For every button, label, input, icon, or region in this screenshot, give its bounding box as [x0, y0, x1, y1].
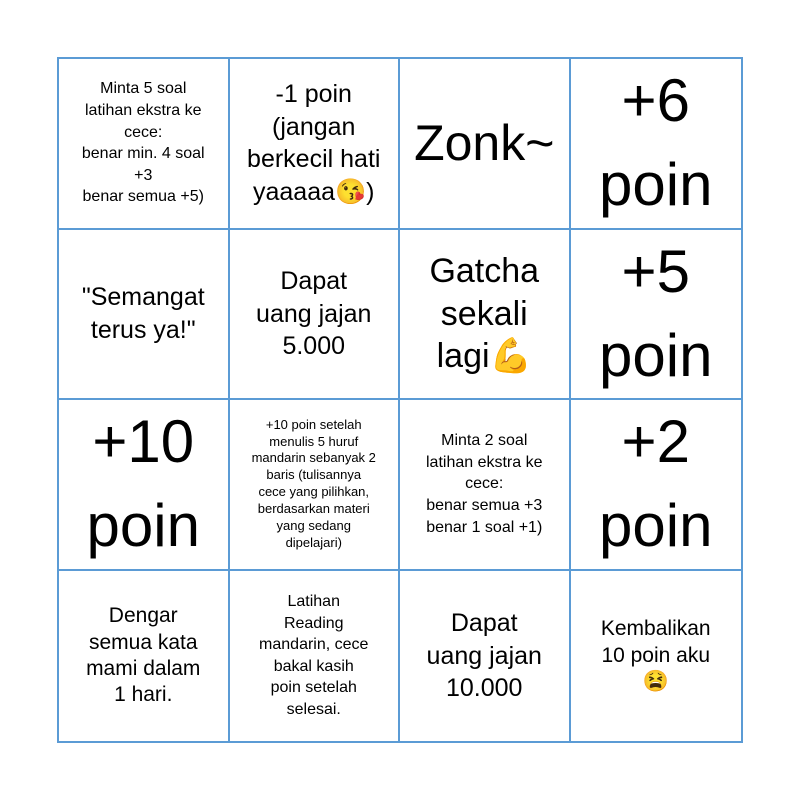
- cell-text: Dapat uang jajan 5.000: [256, 267, 372, 360]
- cell-text: +6 poin: [599, 67, 713, 219]
- cell-text: +5 poin: [599, 237, 713, 389]
- bingo-board: [57, 57, 743, 743]
- cell-text: "Semangat terus ya!": [81, 283, 205, 344]
- bingo-cell[interactable]: [59, 59, 230, 230]
- cell-text: Kembalikan 10 poin aku 😫: [600, 617, 711, 693]
- cell-text: Gatcha sekali lagi💪: [429, 252, 540, 375]
- bingo-cell[interactable]: [571, 59, 742, 230]
- bingo-cell[interactable]: [230, 59, 401, 230]
- cell-text: Latihan Reading mandarin, cece bakal kasih poin setelah selesai.: [259, 592, 369, 718]
- bingo-cell[interactable]: [59, 571, 230, 742]
- bingo-cell[interactable]: [230, 400, 401, 571]
- bingo-cell[interactable]: [59, 400, 230, 571]
- cell-text: Dapat uang jajan 10.000: [426, 609, 542, 702]
- cell-text: Minta 2 soal latihan ekstra ke cece: benar semua +3 benar 1 soal +1): [425, 432, 543, 536]
- bingo-cell[interactable]: [59, 230, 230, 401]
- cell-text: Zonk~: [414, 114, 555, 171]
- bingo-cell[interactable]: [400, 571, 571, 742]
- bingo-cell[interactable]: [571, 571, 742, 742]
- cell-text: Dengar semua kata mami dalam 1 hari.: [86, 604, 201, 706]
- bingo-cell[interactable]: [400, 59, 571, 230]
- cell-text: +2 poin: [599, 408, 713, 560]
- cell-text: +10 poin: [86, 408, 200, 560]
- cell-text: +10 poin setelah menulis 5 huruf mandarin sebanyak 2 baris (tulisannya cece yang pilihkan, berdasarkan materi yang sedang dipelajari): [251, 416, 376, 550]
- bingo-cell[interactable]: [571, 230, 742, 401]
- bingo-cell[interactable]: [400, 400, 571, 571]
- cell-text: Minta 5 soal latihan ekstra ke cece: benar min. 4 soal +3 benar semua +5): [81, 80, 205, 206]
- cell-text: -1 poin (jangan berkecil hati yaaaaa😘): [247, 80, 381, 206]
- bingo-cell[interactable]: [400, 230, 571, 401]
- bingo-cell[interactable]: [230, 230, 401, 401]
- bingo-cell[interactable]: [230, 571, 401, 742]
- bingo-cell[interactable]: [571, 400, 742, 571]
